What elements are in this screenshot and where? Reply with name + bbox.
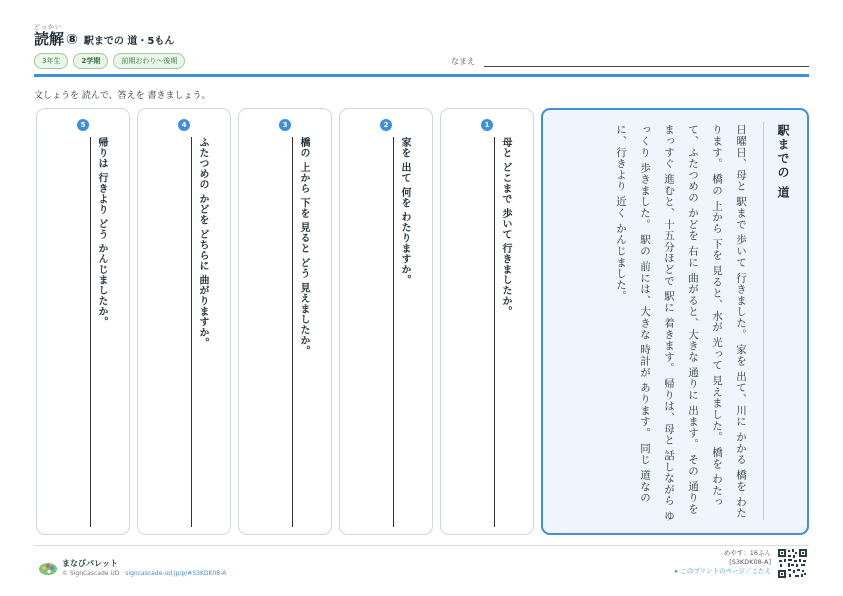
answer-line-1[interactable]: [494, 137, 495, 527]
question-number-4: 4: [178, 119, 190, 131]
instruction: 文しょうを 読んで、答えを 書きましょう。: [34, 91, 211, 101]
story-panel: [541, 108, 809, 535]
question-card-1: [440, 108, 534, 535]
tag-term: 2学期: [73, 53, 108, 69]
palette-logo-icon: [38, 560, 58, 576]
header-divider: [34, 74, 809, 77]
name-field[interactable]: [484, 66, 809, 67]
title-row: [34, 28, 174, 49]
question-text-1: 母と どこまで 歩いて 行きましたか。: [500, 137, 511, 317]
source-url-link[interactable]: signcascade-ud.jp/p/#S3KDK08-A: [125, 570, 227, 577]
answer-line-4[interactable]: [191, 137, 192, 527]
tag-list: [34, 53, 185, 69]
story-text: 日曜日、母と 駅まで 歩いて 行きました。 家を 出て、川に かかる 橋を わたります。 橋の 上から 下を 見ると、水が 光って 見えました。 橋を わたって、ふたつめの かどを 右に 曲がると、大きな 通りに 出ます。 その 通りを まっすぐ 進むと、十五分ほどで 駅に 着きます。 帰りは、母と 話しながら ゆっくり 歩きました。 駅の 前には、大きな 時計が あります。 同じ 道なのに、行きより 近く かんじました。: [615, 124, 747, 522]
question-number-5: 5: [77, 119, 89, 131]
question-number-3: 3: [279, 119, 291, 131]
copyright-line: [62, 570, 226, 577]
tag-grade: 3年生: [34, 53, 68, 69]
qr-code-icon[interactable]: [777, 548, 808, 579]
question-card-2: [339, 108, 433, 535]
question-card-4: [137, 108, 231, 535]
question-card-5: [36, 108, 130, 535]
print-meta: [675, 549, 771, 576]
answer-line-2[interactable]: [393, 137, 394, 527]
title-number: ⑧: [66, 32, 78, 48]
answer-line-5[interactable]: [90, 137, 91, 527]
print-code: [S3KDK08-A]: [729, 558, 771, 566]
tag-period: 前期おわり〜後期: [113, 53, 185, 69]
question-text-3: 橋の 上から 下を 見ると どう 見えましたか。: [298, 137, 309, 357]
story-divider: [763, 122, 764, 520]
story-title: 駅までの 道: [776, 124, 790, 201]
page-subtitle: 駅までの 道・5もん: [83, 36, 175, 47]
copyright: © SignCascade UD: [62, 570, 120, 577]
question-number-1: 1: [481, 119, 493, 131]
footer-divider: [34, 545, 809, 546]
title-furigana: どっかい: [34, 24, 62, 31]
header: [34, 22, 809, 74]
name-label: なまえ: [451, 57, 475, 66]
answer-line-3[interactable]: [292, 137, 293, 527]
question-text-2: 家を 出て 何を わたりますか。: [399, 137, 410, 286]
question-number-2: 2: [380, 119, 392, 131]
question-text-4: ふたつめの かどを どちらに 曲がりますか。: [197, 137, 208, 349]
question-card-3: [238, 108, 332, 535]
page-title: 読解: [34, 30, 65, 48]
answer-page-link[interactable]: ▸ このプリントのページ／こたえ: [675, 567, 771, 575]
question-text-5: 帰りは 行きより どう かんじましたか。: [96, 137, 107, 328]
time-estimate: めやす：16ふん: [723, 549, 771, 557]
brand-name: まなびパレット: [62, 559, 118, 568]
